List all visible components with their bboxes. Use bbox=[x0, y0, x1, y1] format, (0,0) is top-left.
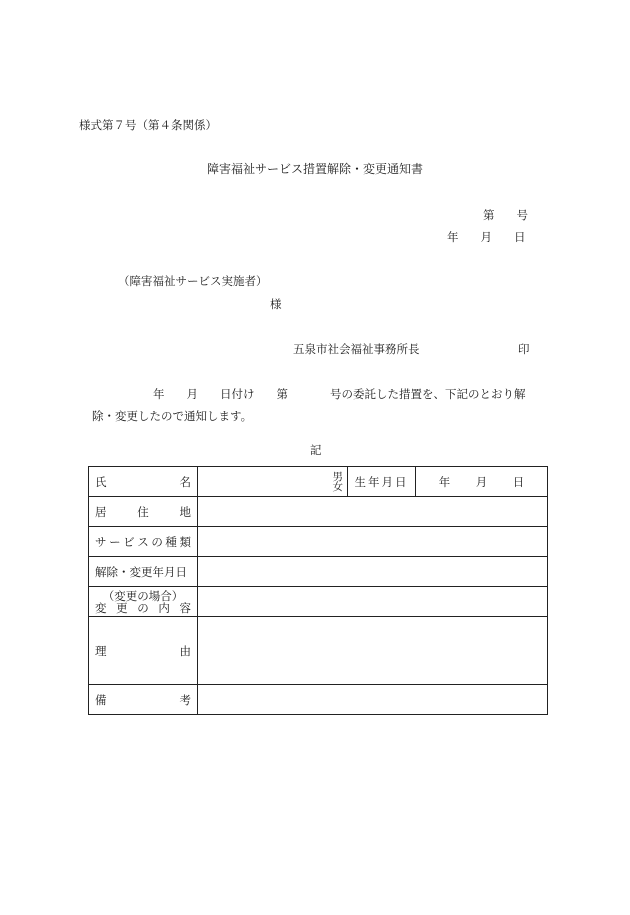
address-char-1: 居 bbox=[95, 504, 107, 519]
seal-mark: 印 bbox=[518, 342, 530, 356]
change-content-label bbox=[89, 587, 198, 617]
issue-date-day: 日 bbox=[514, 230, 526, 244]
ki-heading: 記 bbox=[310, 443, 322, 457]
address-label bbox=[89, 497, 198, 527]
sex-male: 男 bbox=[332, 470, 343, 483]
remarks-label-a: 備 bbox=[95, 692, 107, 707]
issue-date-month: 月 bbox=[480, 230, 492, 244]
reason-label-a: 理 bbox=[95, 643, 107, 658]
row-remarks bbox=[89, 685, 548, 715]
issue-date-year: 年 bbox=[447, 230, 459, 244]
remarks-label bbox=[89, 685, 198, 715]
doc-number-dai: 第 bbox=[483, 208, 495, 222]
birth-day: 日 bbox=[512, 474, 525, 489]
name-label bbox=[89, 467, 198, 497]
row-release-date bbox=[89, 557, 548, 587]
service-char-5: の bbox=[151, 534, 163, 549]
document-title: 障害福祉サービス措置解除・変更通知書 bbox=[206, 162, 423, 176]
body-line-1 bbox=[153, 386, 526, 402]
change-content-value-cell[interactable] bbox=[198, 587, 548, 617]
change-char-1: 変 bbox=[95, 600, 107, 615]
service-type-label bbox=[89, 527, 198, 557]
body-line-2: 除・変更したので通知します。 bbox=[92, 409, 253, 423]
sex-female: 女 bbox=[332, 480, 343, 493]
birth-month: 月 bbox=[475, 474, 488, 489]
service-char-2: ー bbox=[109, 534, 121, 549]
issue-date bbox=[447, 229, 526, 245]
birth-date-value-cell[interactable] bbox=[416, 467, 548, 497]
recipient-honorific: 様 bbox=[270, 297, 282, 311]
document-number bbox=[483, 207, 528, 223]
release-date-label: 解除・変更年月日 bbox=[89, 557, 198, 587]
form-number: 様式第７号（第４条関係） bbox=[79, 118, 217, 132]
remarks-label-b: 考 bbox=[179, 692, 191, 707]
change-char-3: の bbox=[137, 600, 149, 615]
service-char-4: ス bbox=[137, 534, 149, 549]
service-char-7: 類 bbox=[179, 534, 191, 549]
row-address bbox=[89, 497, 548, 527]
service-type-value-cell[interactable] bbox=[198, 527, 548, 557]
birth-date-label: 生年月日 bbox=[348, 467, 416, 497]
sex-selector bbox=[333, 472, 344, 492]
address-char-3: 地 bbox=[179, 504, 191, 519]
service-char-1: サ bbox=[95, 534, 107, 549]
body-dai: 第 bbox=[276, 387, 288, 401]
service-char-6: 種 bbox=[165, 534, 177, 549]
row-reason bbox=[89, 617, 548, 685]
change-char-4: 内 bbox=[158, 600, 170, 615]
sender-name: 五泉市社会福祉事務所長 bbox=[293, 342, 420, 356]
body-year: 年 bbox=[153, 387, 165, 401]
change-note: （変更の場合） bbox=[102, 588, 184, 603]
row-name bbox=[89, 467, 548, 497]
body-line1-tail: 号の委託した措置を、下記のとおり解 bbox=[330, 387, 526, 401]
address-char-2: 住 bbox=[137, 504, 149, 519]
address-value-cell[interactable] bbox=[198, 497, 548, 527]
birth-year: 年 bbox=[438, 474, 451, 489]
reason-label-b: 由 bbox=[179, 643, 191, 658]
row-service-type bbox=[89, 527, 548, 557]
reason-label bbox=[89, 617, 198, 685]
doc-number-go: 号 bbox=[516, 208, 528, 222]
change-char-2: 更 bbox=[116, 600, 128, 615]
service-char-3: ビ bbox=[123, 534, 135, 549]
name-label-a: 氏 bbox=[95, 474, 107, 489]
release-date-value-cell[interactable] bbox=[198, 557, 548, 587]
change-char-5: 容 bbox=[179, 600, 191, 615]
reason-value-cell[interactable] bbox=[198, 617, 548, 685]
body-month: 月 bbox=[186, 387, 198, 401]
name-label-b: 名 bbox=[179, 474, 191, 489]
name-value-cell[interactable] bbox=[198, 467, 348, 497]
details-table bbox=[88, 466, 548, 715]
row-change-content bbox=[89, 587, 548, 617]
remarks-value-cell[interactable] bbox=[198, 685, 548, 715]
recipient-label: （障害福祉サービス実施者） bbox=[118, 274, 268, 288]
body-dated: 日付け bbox=[220, 387, 255, 401]
